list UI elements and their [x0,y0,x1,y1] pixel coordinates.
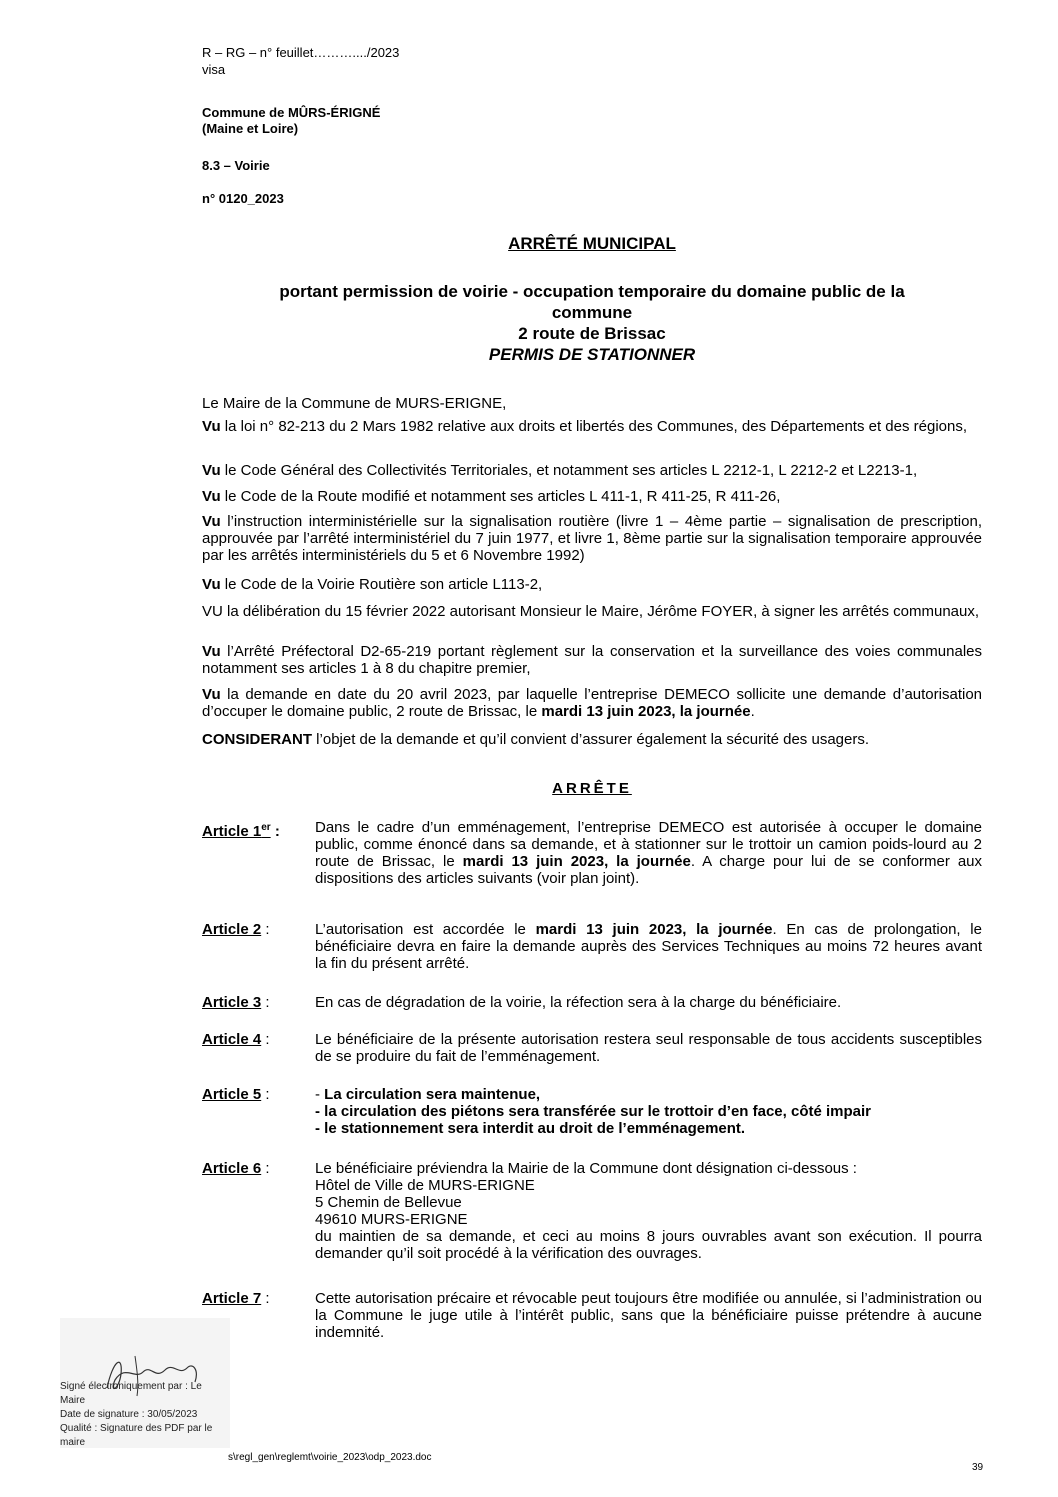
vu-keyword: Vu [202,513,221,530]
vu-date: mardi 13 juin 2023, la journée [541,703,751,720]
vu-keyword: Vu [202,418,221,435]
article-label-colon: : [270,823,280,840]
article-7-text: Cette autorisation précaire et révocable peut toujours être modifiée ou annulée, si l’administration ou la Commune le juge utile à l’intérêt public, sans que la bénéficiaire puisse prétendre à aucune indemnité. [315,1290,982,1341]
vu-text: la demande en date du 20 avril 2023, par laquelle l’entreprise DEMECO sollicite une demande d’autorisation d’occuper le domaine public, 2 route de Brissac, le [202,686,982,720]
preamble-vu-5 [202,576,982,593]
signature-info [60,1380,230,1450]
commune-name: Commune de MÛRS-ÉRIGNÉ [202,105,381,120]
considerant-text: l’objet de la demande et qu’il convient d’assurer également la sécurité des usagers. [312,731,870,748]
article-3-text: En cas de dégradation de la voirie, la réfection sera à la charge du bénéficiaire. [315,994,842,1011]
signature-line-2: Maire [60,1395,86,1406]
vu-keyword: Vu [202,488,221,505]
subtitle-line-3: 2 route de Brissac [518,324,666,343]
article-date: mardi 13 juin 2023, la journée [462,853,691,870]
article-label-text: Article 4 [202,1031,262,1048]
preamble-vu-3 [202,488,982,505]
article-label-colon: : [261,1290,270,1307]
footer-file-path: s\regl_gen\reglemt\voirie_2023\odp_2023.doc [228,1452,432,1463]
vu-text: l’instruction interministérielle sur la signalisation routière (livre 1 – 4ème partie – signalisation de prescription, approuvée par l’arrêté interministériel du 7 juin 1977, et livre 1, 8ème partie sur la signalisation temporaire approuvée par les arrêtés interministériels du 5 et 6 Novembre 1992) [202,513,982,564]
article-text-part: . En cas de prolongation, le bénéficiaire devra en faire la demande auprès des Services Techniques au moins 72 heures avant la fin du présent arrêté. [315,921,982,972]
article-6-line-3: 5 Chemin de Bellevue [315,1194,462,1211]
vu-keyword: Vu [202,686,221,703]
signature-date: Date de signature : 30/05/2023 [60,1409,198,1420]
reference-line: R – RG – n° feuillet………..../2023 [202,45,400,60]
article-5-line-1 [315,1086,982,1103]
article-6-line-5: du maintien de sa demande, et ceci au moins 8 jours ouvrables avant son exécution. Il pourra demander qu’il soit procédé à la vérification des ouvrages. [315,1228,982,1262]
article-text-part: Dans le cadre d’un emménagement, l’entreprise DEMECO est autorisée à occuper le domaine public, comme énoncé dans sa demande, et à stationner sur le trottoir un camion poids-lourd au 2 route de Brissac, le [315,819,982,870]
preamble-vu-2 [202,462,982,479]
vu-text: le Code Général des Collectivités Territoriales, et notamment ses articles L 2212-1, L 2212-2 et L2213-1, [220,462,918,479]
article-text-part: . A charge pour lui de se conformer aux dispositions des articles suivants (voir plan joint). [315,853,983,887]
article-6-line-2: Hôtel de Ville de MURS-ERIGNE [315,1177,535,1194]
vu-text: la loi n° 82-213 du 2 Mars 1982 relative aux droits et libertés des Communes, des Départements et des régions, [220,418,968,435]
article-6-line-4: 49610 MURS-ERIGNE [315,1211,468,1228]
article-4-text: Le bénéficiaire de la présente autorisation restera seul responsable de tous accidents susceptibles de se produire du fait de l’emménagement. [315,1031,982,1065]
article-label-colon: : [261,1160,270,1177]
visa-line: visa [202,62,226,77]
article-label-sup: er [261,822,271,833]
preamble-vu-4 [202,513,982,564]
page-number: 39 [972,1462,984,1473]
article-label-colon: : [261,1031,270,1048]
article-5-line-3: - le stationnement sera interdit au droit de l’emménagement. [315,1120,746,1137]
preamble-considerant [202,731,982,748]
article-label-colon: : [261,1086,270,1103]
arrete-number: n° 0120_2023 [202,191,284,206]
document-subtitle [202,281,982,365]
article-5-line-2: - la circulation des piétons sera transférée sur le trottoir d’en face, côté impair [315,1103,872,1120]
vu-text: le Code de la Route modifié et notamment ses articles L 411-1, R 411-25, R 411-26, [220,488,781,505]
article-label-text: Article 7 [202,1290,262,1307]
vu-text: l’Arrêté Préfectoral D2-65-219 portant règlement sur la conservation et la surveillance des voies communales notamment ses articles 1 à 8 du chapitre premier, [202,643,982,677]
article-5-label [202,1086,270,1103]
article-7-label [202,1290,270,1307]
category-label: 8.3 – Voirie [202,158,270,173]
subtitle-line-1: portant permission de voirie - occupation temporaire du domaine public de la [279,282,905,301]
article-label-text: Article 5 [202,1086,262,1103]
vu-text: le Code de la Voirie Routière son article L113-2, [220,576,543,593]
signature-line-5: maire [60,1437,86,1448]
rule-text: La circulation sera maintenue, [324,1086,541,1103]
article-text-part: L’autorisation est accordée le [315,921,536,938]
dash: - [315,1086,325,1103]
article-1-text [315,819,982,887]
article-3-label [202,994,270,1011]
commune-department: (Maine et Loire) [202,121,299,136]
article-label-text: Article 6 [202,1160,262,1177]
article-2-label [202,921,270,938]
preamble-vu-6: VU la délibération du 15 février 2022 autorisant Monsieur le Maire, Jérôme FOYER, à signer les arrêtés communaux, [202,603,980,620]
preamble-vu-8 [202,686,982,720]
article-1-label [202,819,280,840]
preamble-maire: Le Maire de la Commune de MURS-ERIGNE, [202,395,507,412]
article-date: mardi 13 juin 2023, la journée [535,921,773,938]
article-label-colon: : [261,994,270,1011]
subtitle-line-2: commune [551,303,633,322]
preamble-vu-1 [202,418,982,435]
signature-line-1: Signé électroniquement par : Le [60,1381,202,1392]
vu-keyword: Vu [202,462,221,479]
article-5-text [315,1086,982,1137]
arrete-heading: ARRÊTE [552,780,632,797]
signature-line-4: Qualité : Signature des PDF par le [60,1423,213,1434]
considerant-keyword: CONSIDERANT [202,731,313,748]
article-6-line-1: Le bénéficiaire préviendra la Mairie de la Commune dont désignation ci-dessous : [315,1160,857,1177]
article-6-label [202,1160,270,1177]
article-label-text: Article 2 [202,921,262,938]
article-6-text [315,1160,982,1262]
document-title: ARRÊTÉ MUNICIPAL [508,234,676,253]
article-4-label [202,1031,270,1048]
preamble-vu-7 [202,643,982,677]
vu-keyword: Vu [202,643,221,660]
article-label-colon: : [261,921,270,938]
vu-keyword: Vu [202,576,221,593]
subtitle-line-4: PERMIS DE STATIONNER [488,345,696,364]
article-label-text: Article 1 [202,823,262,840]
vu-text-end: . [750,703,755,720]
article-label-text: Article 3 [202,994,262,1011]
article-2-text [315,921,982,972]
